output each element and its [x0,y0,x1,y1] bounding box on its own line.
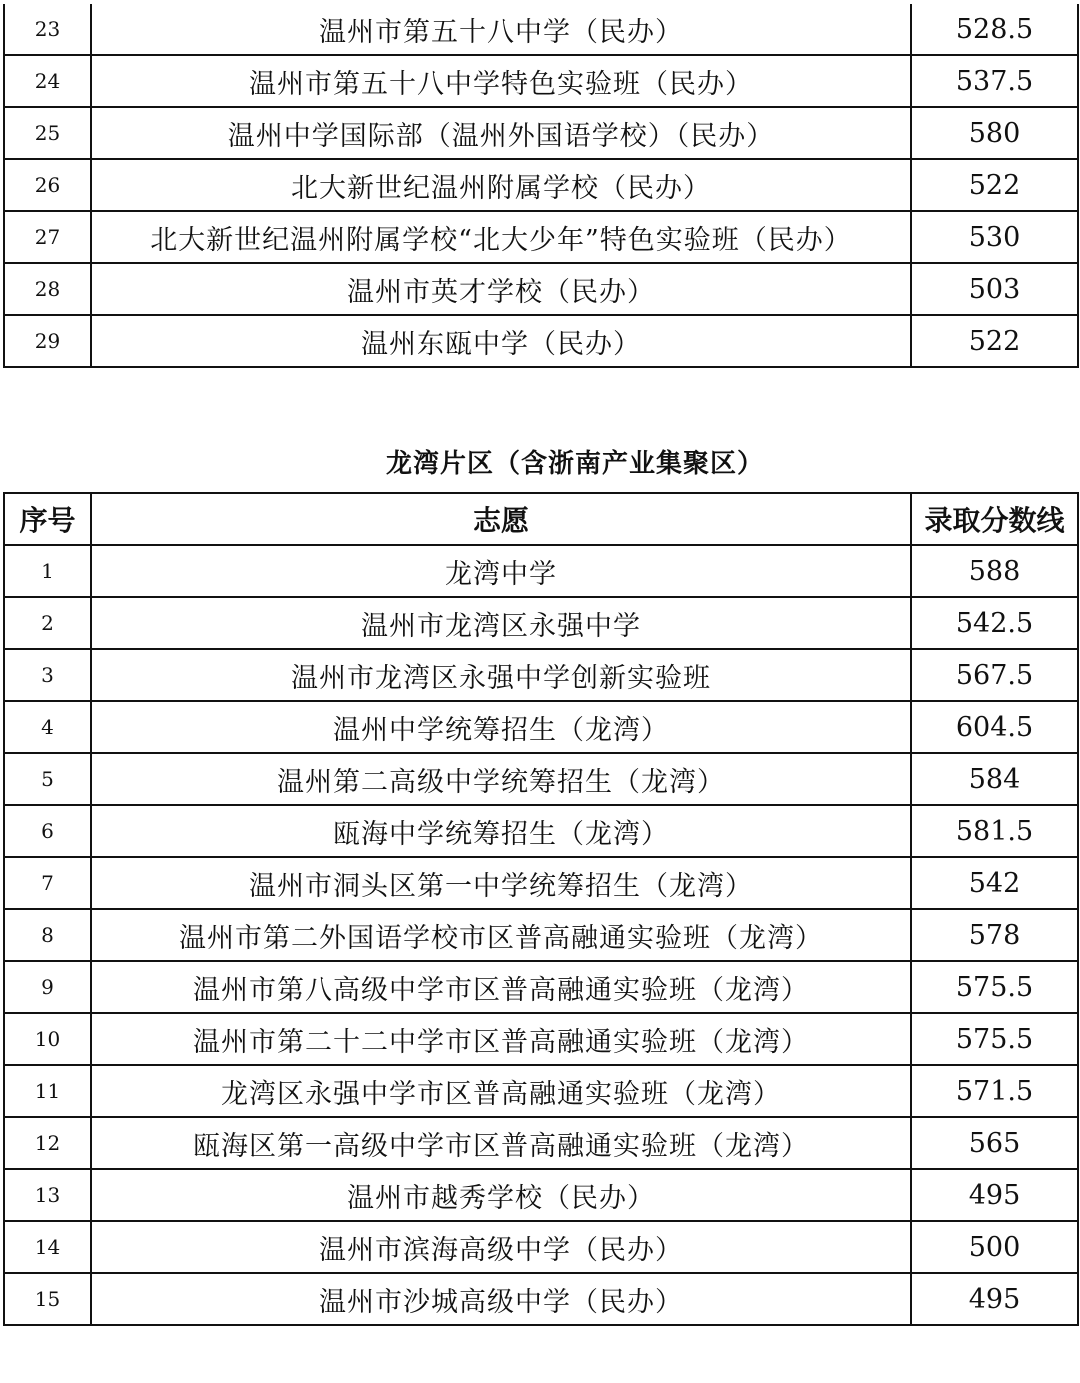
school-name: 温州市越秀学校（民办） [91,1169,911,1221]
cutoff-score: 575.5 [911,1013,1078,1065]
row-number: 23 [4,4,91,55]
table-row [4,315,1078,367]
row-number: 13 [4,1169,91,1221]
cutoff-score: 528.5 [911,4,1078,55]
column-header-cutoff: 录取分数线 [911,493,1078,545]
admission-table-longwan [3,492,1079,1326]
school-name: 温州市滨海高级中学（民办） [91,1221,911,1273]
cutoff-score: 537.5 [911,55,1078,107]
school-name: 北大新世纪温州附属学校（民办） [91,159,911,211]
row-number: 4 [4,701,91,753]
school-name: 北大新世纪温州附属学校“北大少年”特色实验班（民办） [91,211,911,263]
school-name: 温州市洞头区第一中学统筹招生（龙湾） [91,857,911,909]
row-number: 7 [4,857,91,909]
cutoff-score: 575.5 [911,961,1078,1013]
school-name: 温州市第八高级中学市区普高融通实验班（龙湾） [91,961,911,1013]
admission-table-longwan-body [4,545,1078,1325]
table-row [4,1273,1078,1325]
table-row [4,1169,1078,1221]
row-number: 14 [4,1221,91,1273]
row-number: 8 [4,909,91,961]
table-row [4,1117,1078,1169]
table-row [4,701,1078,753]
row-number: 26 [4,159,91,211]
table-row [4,107,1078,159]
cutoff-score: 581.5 [911,805,1078,857]
row-number: 12 [4,1117,91,1169]
cutoff-score: 495 [911,1169,1078,1221]
cutoff-score: 571.5 [911,1065,1078,1117]
row-number: 3 [4,649,91,701]
table-row [4,1065,1078,1117]
table-row [4,55,1078,107]
row-number: 6 [4,805,91,857]
school-name: 温州市英才学校（民办） [91,263,911,315]
table-row [4,159,1078,211]
school-name: 温州市第五十八中学特色实验班（民办） [91,55,911,107]
school-name: 温州市第五十八中学（民办） [91,4,911,55]
row-number: 25 [4,107,91,159]
cutoff-score: 588 [911,545,1078,597]
cutoff-score: 522 [911,159,1078,211]
cutoff-score: 584 [911,753,1078,805]
table-row [4,1013,1078,1065]
school-name: 温州第二高级中学统筹招生（龙湾） [91,753,911,805]
section-title: 龙湾片区（含浙南产业集聚区） [385,449,764,479]
school-name: 瓯海区第一高级中学市区普高融通实验班（龙湾） [91,1117,911,1169]
row-number: 24 [4,55,91,107]
cutoff-score: 542.5 [911,597,1078,649]
school-name: 温州市龙湾区永强中学 [91,597,911,649]
school-name: 温州市第二外国语学校市区普高融通实验班（龙湾） [91,909,911,961]
row-number: 9 [4,961,91,1013]
row-number: 2 [4,597,91,649]
table-row [4,597,1078,649]
table-row [4,1221,1078,1273]
cutoff-score: 580 [911,107,1078,159]
row-number: 27 [4,211,91,263]
table-row [4,857,1078,909]
school-name: 温州市龙湾区永强中学创新实验班 [91,649,911,701]
admission-table-continued [3,4,1079,368]
cutoff-score: 604.5 [911,701,1078,753]
cutoff-score: 500 [911,1221,1078,1273]
row-number: 5 [4,753,91,805]
table-row [4,545,1078,597]
table-row [4,649,1078,701]
school-name: 温州东瓯中学（民办） [91,315,911,367]
row-number: 10 [4,1013,91,1065]
table-row [4,4,1078,55]
school-name: 温州中学统筹招生（龙湾） [91,701,911,753]
cutoff-score: 530 [911,211,1078,263]
school-name: 龙湾中学 [91,545,911,597]
table-row [4,805,1078,857]
cutoff-score: 495 [911,1273,1078,1325]
table-row [4,753,1078,805]
school-name: 温州中学国际部（温州外国语学校）（民办） [91,107,911,159]
cutoff-score: 542 [911,857,1078,909]
table-row [4,263,1078,315]
school-name: 温州市第二十二中学市区普高融通实验班（龙湾） [91,1013,911,1065]
cutoff-score: 522 [911,315,1078,367]
admission-table-continued-body [4,4,1078,367]
column-header-choice: 志愿 [91,493,911,545]
row-number: 15 [4,1273,91,1325]
school-name: 龙湾区永强中学市区普高融通实验班（龙湾） [91,1065,911,1117]
cutoff-score: 567.5 [911,649,1078,701]
table-row [4,211,1078,263]
row-number: 28 [4,263,91,315]
row-number: 11 [4,1065,91,1117]
cutoff-score: 565 [911,1117,1078,1169]
row-number: 1 [4,545,91,597]
table-header-row [4,493,1078,545]
school-name: 瓯海中学统筹招生（龙湾） [91,805,911,857]
table-row [4,961,1078,1013]
row-number: 29 [4,315,91,367]
cutoff-score: 503 [911,263,1078,315]
column-header-number: 序号 [4,493,91,545]
school-name: 温州市沙城高级中学（民办） [91,1273,911,1325]
cutoff-score: 578 [911,909,1078,961]
table-row [4,909,1078,961]
